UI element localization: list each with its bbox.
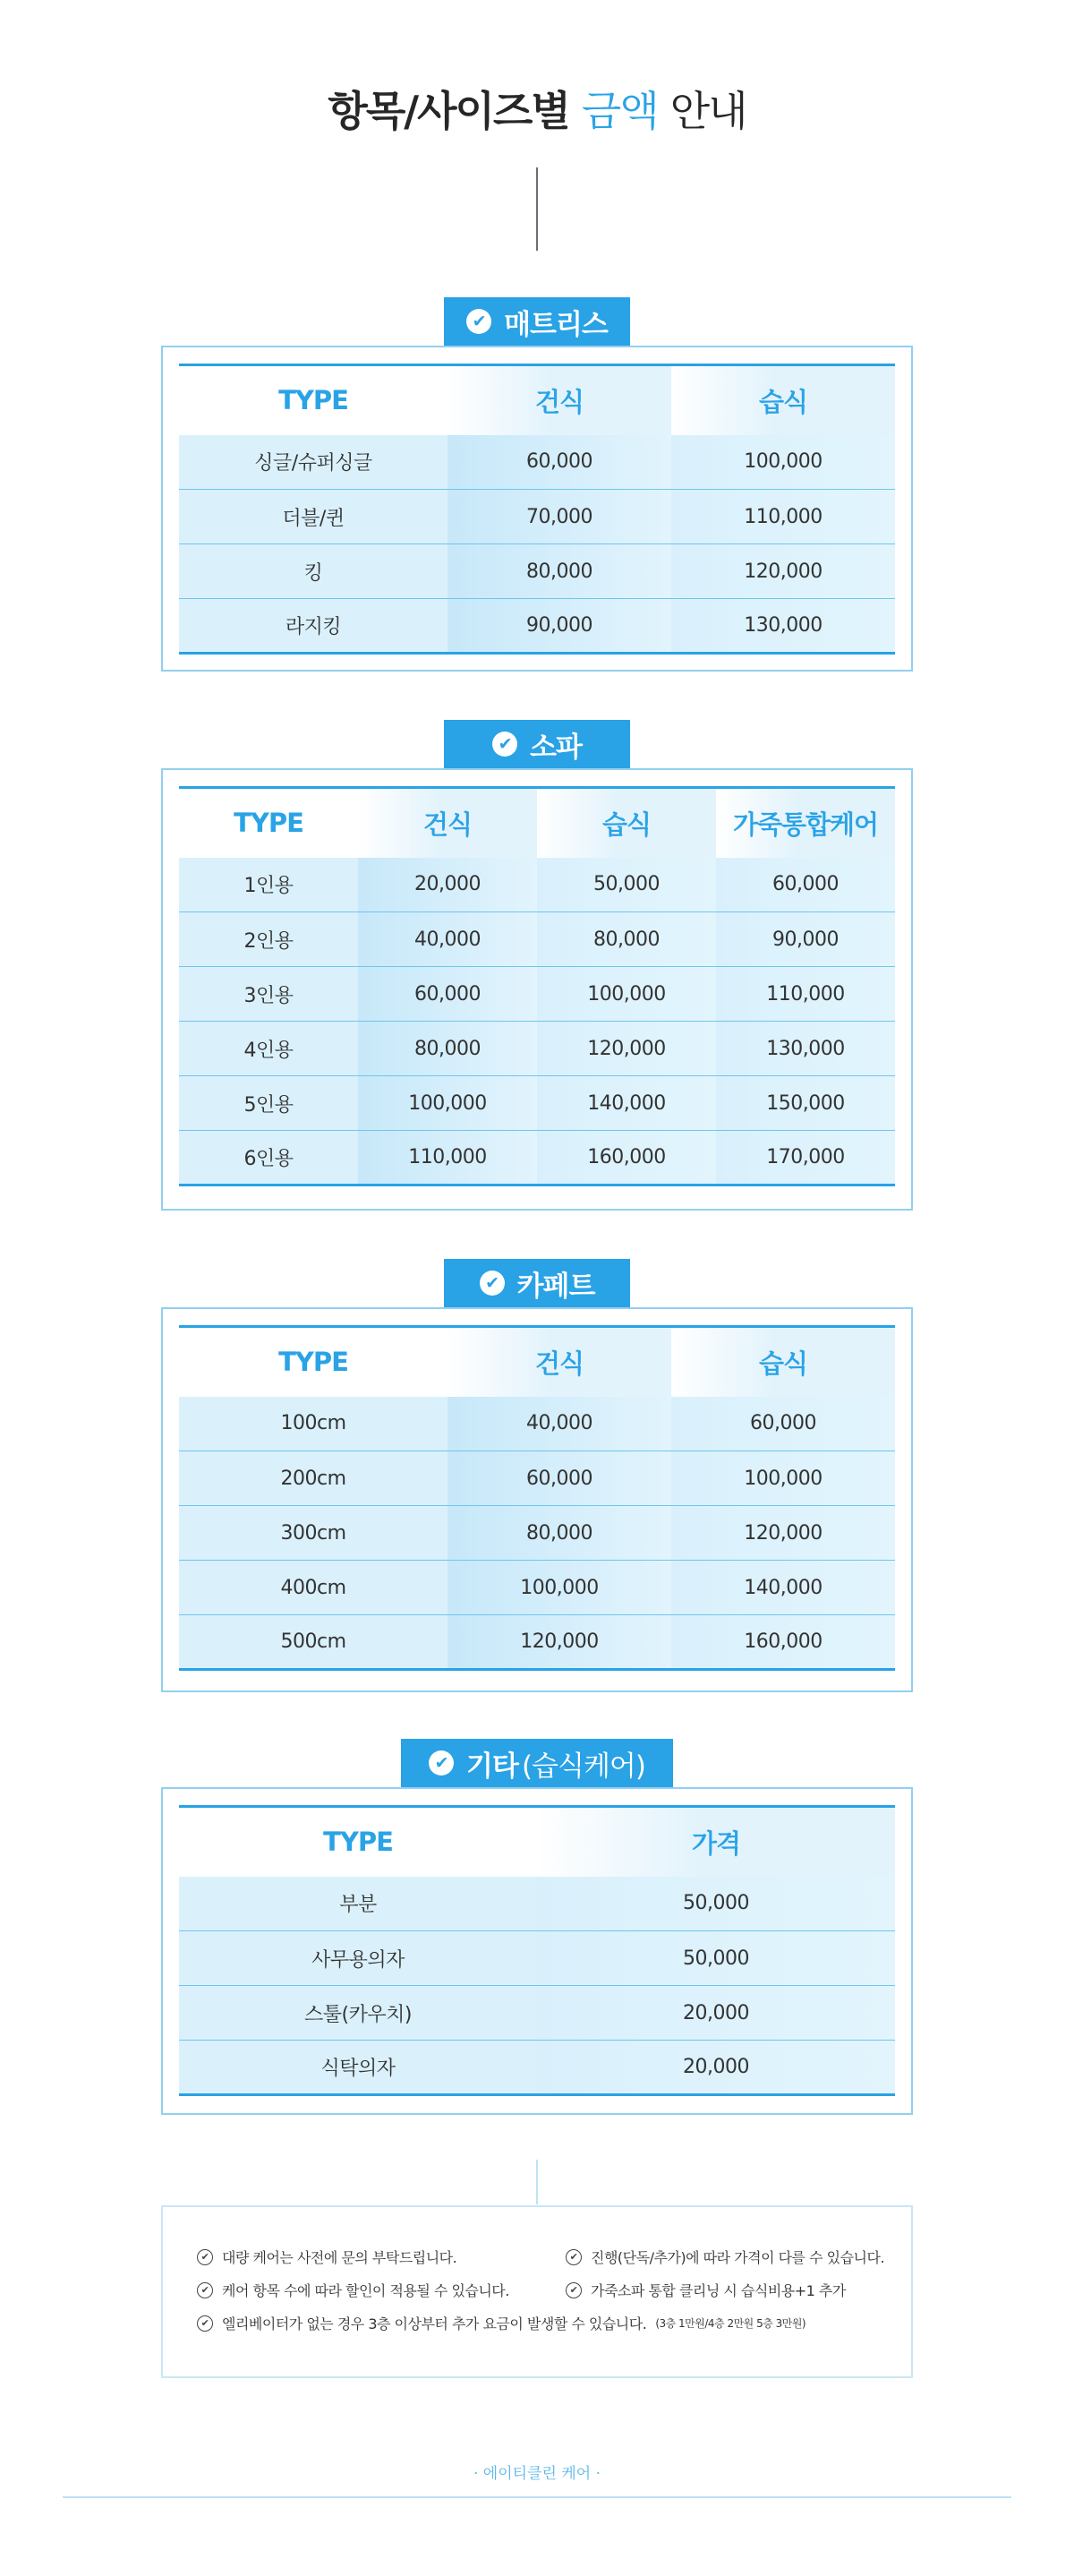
cell-type: 부분 [179, 1877, 537, 1931]
table-row [179, 2041, 895, 2095]
section-mattress [161, 297, 913, 672]
title-tail: 안내 [669, 87, 746, 135]
footer-brand: · 에이티클린 케어 · [473, 2465, 601, 2483]
cell-price: 40,000 [358, 912, 537, 967]
check-circle-icon: ✔ [197, 2315, 213, 2332]
table-row [179, 1506, 895, 1561]
cell-type: 라지킹 [179, 599, 448, 654]
header-type: TYPE [179, 788, 358, 858]
header-type: TYPE [179, 365, 448, 435]
header-wet: 습식 [671, 365, 895, 435]
cell-price: 40,000 [448, 1397, 671, 1451]
check-icon: ✔ [480, 1271, 505, 1296]
cell-type: 100cm [179, 1397, 448, 1451]
cell-price: 60,000 [671, 1397, 895, 1451]
table-row [179, 967, 895, 1022]
header-wet: 습식 [537, 788, 716, 858]
price-box [161, 768, 913, 1211]
table-header-row [179, 788, 895, 858]
table-row [179, 1877, 895, 1931]
table-row [179, 1397, 895, 1451]
cell-type: 스툴(카우치) [179, 1986, 537, 2041]
section-carpet [161, 1259, 913, 1692]
cell-type: 5인용 [179, 1076, 358, 1131]
cell-price: 140,000 [671, 1561, 895, 1615]
cell-type: 사무용의자 [179, 1931, 537, 1986]
cell-price: 50,000 [537, 1931, 895, 1986]
cell-price: 20,000 [358, 858, 537, 912]
price-table [179, 1325, 895, 1671]
section-label [444, 1259, 630, 1307]
note-small-text: (3층 1만원/4층 2만원 5층 3만원) [655, 2317, 806, 2330]
cell-price: 60,000 [358, 967, 537, 1022]
check-circle-icon: ✔ [197, 2249, 213, 2265]
table-row [179, 858, 895, 912]
note-item [197, 2313, 806, 2333]
cell-price: 100,000 [671, 435, 895, 490]
header-dry: 건식 [448, 365, 671, 435]
check-icon: ✔ [429, 1750, 454, 1776]
cell-type: 킹 [179, 544, 448, 599]
table-row [179, 1131, 895, 1185]
note-item [566, 2280, 846, 2300]
divider-line [536, 2160, 538, 2204]
cell-type: 6인용 [179, 1131, 358, 1185]
check-circle-icon: ✔ [566, 2249, 582, 2265]
cell-price: 120,000 [448, 1615, 671, 1670]
cell-type: 3인용 [179, 967, 358, 1022]
table-row [179, 1931, 895, 1986]
check-icon: ✔ [492, 732, 517, 757]
table-header-row [179, 1327, 895, 1397]
section-label-text: 기타 [466, 1750, 518, 1783]
cell-price: 100,000 [448, 1561, 671, 1615]
cell-price: 160,000 [671, 1615, 895, 1670]
price-table [179, 786, 895, 1186]
cell-type: 싱글/슈퍼싱글 [179, 435, 448, 490]
section-label-text: 카페트 [516, 1270, 595, 1303]
cell-type: 4인용 [179, 1022, 358, 1076]
cell-price: 130,000 [671, 599, 895, 654]
header-price: 가격 [537, 1807, 895, 1877]
table-row [179, 1561, 895, 1615]
note-text: 엘리베이터가 없는 경우 3층 이상부터 추가 요금이 발생할 수 있습니다. [222, 2315, 647, 2332]
cell-type: 400cm [179, 1561, 448, 1615]
section-label-text: 소파 [530, 731, 582, 764]
header-type: TYPE [179, 1807, 537, 1877]
header-wet: 습식 [671, 1327, 895, 1397]
cell-type: 2인용 [179, 912, 358, 967]
note-text: 진행(단독/추가)에 따라 가격이 다를 수 있습니다. [591, 2249, 885, 2266]
cell-price: 20,000 [537, 1986, 895, 2041]
note-item [566, 2247, 884, 2267]
note-text: 케어 항목 수에 따라 할인이 적용될 수 있습니다. [222, 2282, 509, 2299]
cell-price: 50,000 [537, 1877, 895, 1931]
section-sofa [161, 720, 913, 1211]
divider-line [536, 167, 538, 251]
cell-price: 60,000 [448, 1451, 671, 1506]
table-row [179, 544, 895, 599]
cell-price: 60,000 [716, 858, 895, 912]
cell-type: 200cm [179, 1451, 448, 1506]
note-text: 가죽소파 통합 클리닝 시 습식비용+1 추가 [591, 2282, 846, 2299]
table-row [179, 912, 895, 967]
cell-price: 90,000 [448, 599, 671, 654]
note-item [197, 2247, 456, 2267]
table-row [179, 599, 895, 654]
cell-price: 80,000 [537, 912, 716, 967]
table-header-row [179, 1807, 895, 1877]
header-dry: 건식 [448, 1327, 671, 1397]
cell-price: 80,000 [448, 544, 671, 599]
cell-price: 80,000 [358, 1022, 537, 1076]
check-circle-icon: ✔ [197, 2282, 213, 2298]
cell-price: 70,000 [448, 490, 671, 544]
price-box [161, 1787, 913, 2115]
cell-price: 120,000 [671, 1506, 895, 1561]
table-row [179, 1615, 895, 1670]
page-title [0, 79, 1074, 138]
footer-line [63, 2496, 1011, 2498]
check-circle-icon: ✔ [566, 2282, 582, 2298]
cell-price: 100,000 [671, 1451, 895, 1506]
section-label [444, 297, 630, 346]
cell-price: 110,000 [358, 1131, 537, 1185]
cell-price: 120,000 [537, 1022, 716, 1076]
section-sublabel: (습식케어) [521, 1750, 645, 1783]
cell-price: 140,000 [537, 1076, 716, 1131]
cell-price: 100,000 [358, 1076, 537, 1131]
title-accent: 금액 [581, 87, 658, 135]
table-header-row [179, 365, 895, 435]
cell-price: 90,000 [716, 912, 895, 967]
cell-price: 120,000 [671, 544, 895, 599]
cell-price: 110,000 [671, 490, 895, 544]
cell-price: 170,000 [716, 1131, 895, 1185]
cell-type: 300cm [179, 1506, 448, 1561]
notice-box [161, 2205, 913, 2378]
cell-price: 130,000 [716, 1022, 895, 1076]
cell-type: 식탁의자 [179, 2041, 537, 2095]
table-row [179, 1076, 895, 1131]
title-main: 항목/사이즈별 [328, 87, 569, 135]
cell-price: 20,000 [537, 2041, 895, 2095]
header-type: TYPE [179, 1327, 448, 1397]
cell-price: 150,000 [716, 1076, 895, 1131]
cell-price: 100,000 [537, 967, 716, 1022]
cell-price: 60,000 [448, 435, 671, 490]
section-label [401, 1739, 673, 1787]
check-icon: ✔ [466, 309, 491, 334]
section-label-text: 매트리스 [504, 308, 608, 341]
price-box [161, 1307, 913, 1692]
table-row [179, 490, 895, 544]
table-row [179, 435, 895, 490]
note-item [197, 2280, 509, 2300]
price-table [179, 1805, 895, 2096]
header-dry: 건식 [358, 788, 537, 858]
cell-price: 80,000 [448, 1506, 671, 1561]
cell-price: 50,000 [537, 858, 716, 912]
table-row [179, 1451, 895, 1506]
price-box [161, 346, 913, 672]
cell-type: 500cm [179, 1615, 448, 1670]
note-text: 대량 케어는 사전에 문의 부탁드립니다. [222, 2249, 457, 2266]
price-table [179, 364, 895, 655]
cell-price: 160,000 [537, 1131, 716, 1185]
cell-type: 1인용 [179, 858, 358, 912]
section-label [444, 720, 630, 768]
table-row [179, 1022, 895, 1076]
cell-price: 110,000 [716, 967, 895, 1022]
cell-type: 더블/퀸 [179, 490, 448, 544]
table-row [179, 1986, 895, 2041]
header-leather: 가죽통합케어 [716, 788, 895, 858]
section-etc [161, 1739, 913, 2115]
